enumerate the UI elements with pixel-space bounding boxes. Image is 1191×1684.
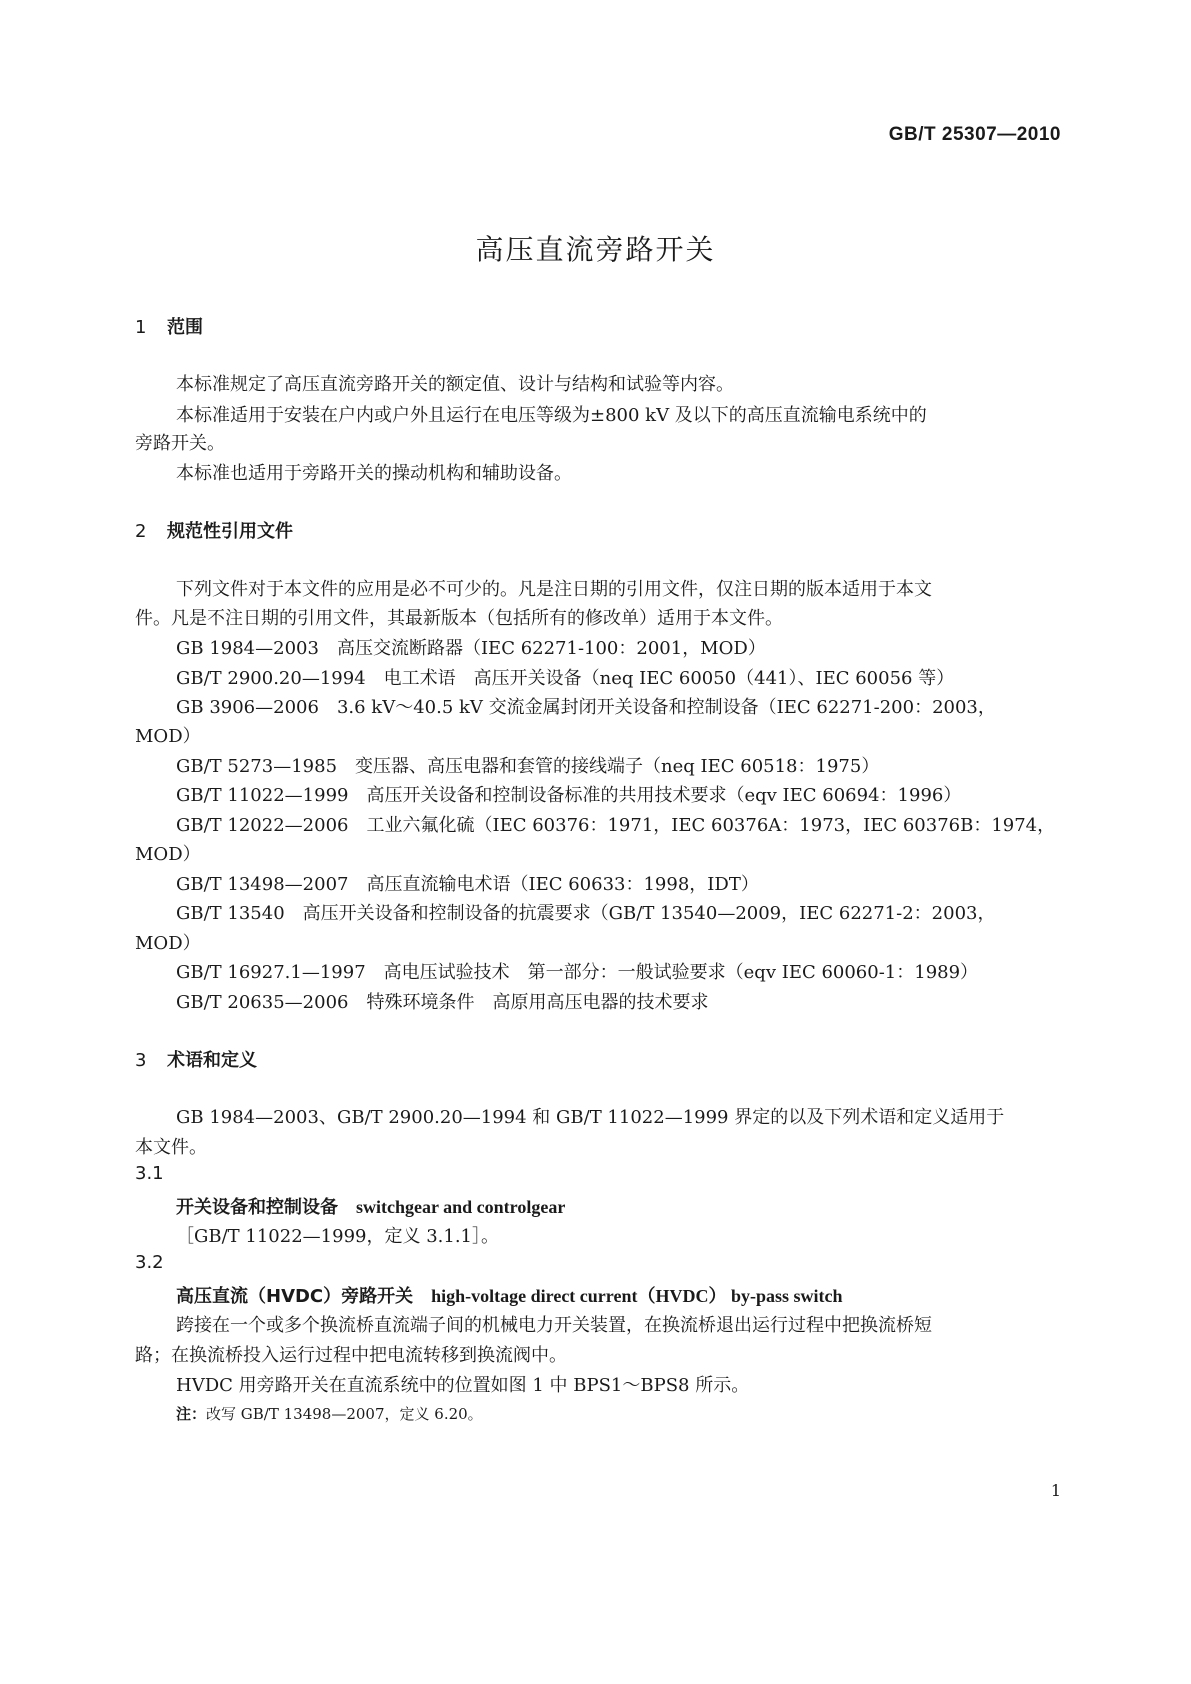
term-3-2-definition-line-1: 跨接在一个或多个换流桥直流端子间的机械电力开关装置，在换流桥退出运行过程中把换流桥短 bbox=[176, 1315, 932, 1336]
document-title: 高压直流旁路开关 bbox=[475, 233, 716, 266]
term-3-2-number: 3.2 bbox=[135, 1252, 164, 1273]
term-3-1-english: switchgear and controlgear bbox=[356, 1197, 566, 1217]
reference-item: GB 3906—2006 3.6 kV～40.5 kV 交流金属封闭开关设备和控制设备（IEC 62271-200：2003， bbox=[176, 697, 996, 718]
reference-item: GB/T 12022—2006 工业六氟化硫（IEC 60376：1971，IEC 60376A：1973，IEC 60376B：1974， bbox=[176, 815, 1056, 836]
references-intro-line-2: 件。凡是不注日期的引用文件，其最新版本（包括所有的修改单）适用于本文件。 bbox=[135, 608, 783, 629]
terms-intro-line-1: GB 1984—2003、GB/T 2900.20—1994 和 GB/T 11022—1999 界定的以及下列术语和定义适用于 bbox=[176, 1107, 1005, 1128]
standard-number: GB/T 25307—2010 bbox=[888, 124, 1061, 145]
reference-item: GB/T 11022—1999 高压开关设备和控制设备标准的共用技术要求（eqv IEC 60694：1996） bbox=[176, 785, 962, 806]
reference-item: GB/T 2900.20—1994 电工术语 高压开关设备（neq IEC 60050（441）、IEC 60056 等） bbox=[176, 668, 955, 689]
term-3-1-chinese: 开关设备和控制设备 bbox=[176, 1197, 338, 1218]
terms-intro-line-2: 本文件。 bbox=[135, 1137, 207, 1158]
term-3-1-title bbox=[176, 1193, 565, 1219]
scope-paragraph-3: 本标准也适用于旁路开关的操动机构和辅助设备。 bbox=[176, 463, 572, 484]
reference-item-continued: MOD） bbox=[135, 844, 201, 865]
reference-item: GB/T 13540 高压开关设备和控制设备的抗震要求（GB/T 13540—2009，IEC 62271-2：2003， bbox=[176, 903, 996, 924]
section-1-number: 1 bbox=[135, 317, 147, 338]
section-1-title: 范围 bbox=[167, 317, 203, 338]
scope-paragraph-2-line-2: 旁路开关。 bbox=[135, 433, 225, 454]
scope-paragraph-1: 本标准规定了高压直流旁路开关的额定值、设计与结构和试验等内容。 bbox=[176, 374, 734, 395]
references-intro-line-1: 下列文件对于本文件的应用是必不可少的。凡是注日期的引用文件，仅注日期的版本适用于本文 bbox=[176, 579, 932, 600]
reference-item-continued: MOD） bbox=[135, 726, 201, 747]
section-1-heading bbox=[135, 313, 203, 339]
reference-item: GB/T 20635—2006 特殊环境条件 高原用高压电器的技术要求 bbox=[176, 992, 709, 1013]
reference-item-continued: MOD） bbox=[135, 933, 201, 954]
section-3-title: 术语和定义 bbox=[167, 1050, 257, 1071]
page-number: 1 bbox=[1050, 1481, 1061, 1500]
section-3-heading bbox=[135, 1046, 257, 1072]
note-text: 改写 GB/T 13498—2007，定义 6.20。 bbox=[206, 1405, 483, 1423]
reference-item: GB 1984—2003 高压交流断路器（IEC 62271-100：2001，MOD） bbox=[176, 638, 766, 659]
section-3-number: 3 bbox=[135, 1050, 147, 1071]
term-3-1-number: 3.1 bbox=[135, 1163, 164, 1184]
scope-paragraph-2-line-1: 本标准适用于安装在户内或户外且运行在电压等级为±800 kV 及以下的高压直流输电系统中的 bbox=[176, 405, 927, 426]
note-label: 注： bbox=[176, 1405, 207, 1423]
term-3-2-definition-line-2: 路；在换流桥投入运行过程中把电流转移到换流阀中。 bbox=[135, 1345, 567, 1366]
reference-item: GB/T 5273—1985 变压器、高压电器和套管的接线端子（neq IEC 60518：1975） bbox=[176, 756, 880, 777]
reference-item: GB/T 13498—2007 高压直流输电术语（IEC 60633：1998，IDT） bbox=[176, 874, 759, 895]
term-3-2-note bbox=[176, 1403, 483, 1424]
term-3-2-chinese: 高压直流（HVDC）旁路开关 bbox=[176, 1286, 414, 1307]
term-3-2-title bbox=[176, 1282, 842, 1308]
section-2-number: 2 bbox=[135, 521, 147, 542]
section-2-title: 规范性引用文件 bbox=[167, 521, 293, 542]
reference-item: GB/T 16927.1—1997 高电压试验技术 第一部分：一般试验要求（eqv IEC 60060-1：1989） bbox=[176, 962, 979, 983]
term-3-2-english: high-voltage direct current（HVDC） by-pass switch bbox=[431, 1286, 843, 1306]
section-2-heading bbox=[135, 517, 293, 543]
term-3-1-source: ［GB/T 11022—1999，定义 3.1.1］。 bbox=[176, 1226, 499, 1247]
term-3-2-paragraph: HVDC 用旁路开关在直流系统中的位置如图 1 中 BPS1～BPS8 所示。 bbox=[176, 1375, 750, 1396]
